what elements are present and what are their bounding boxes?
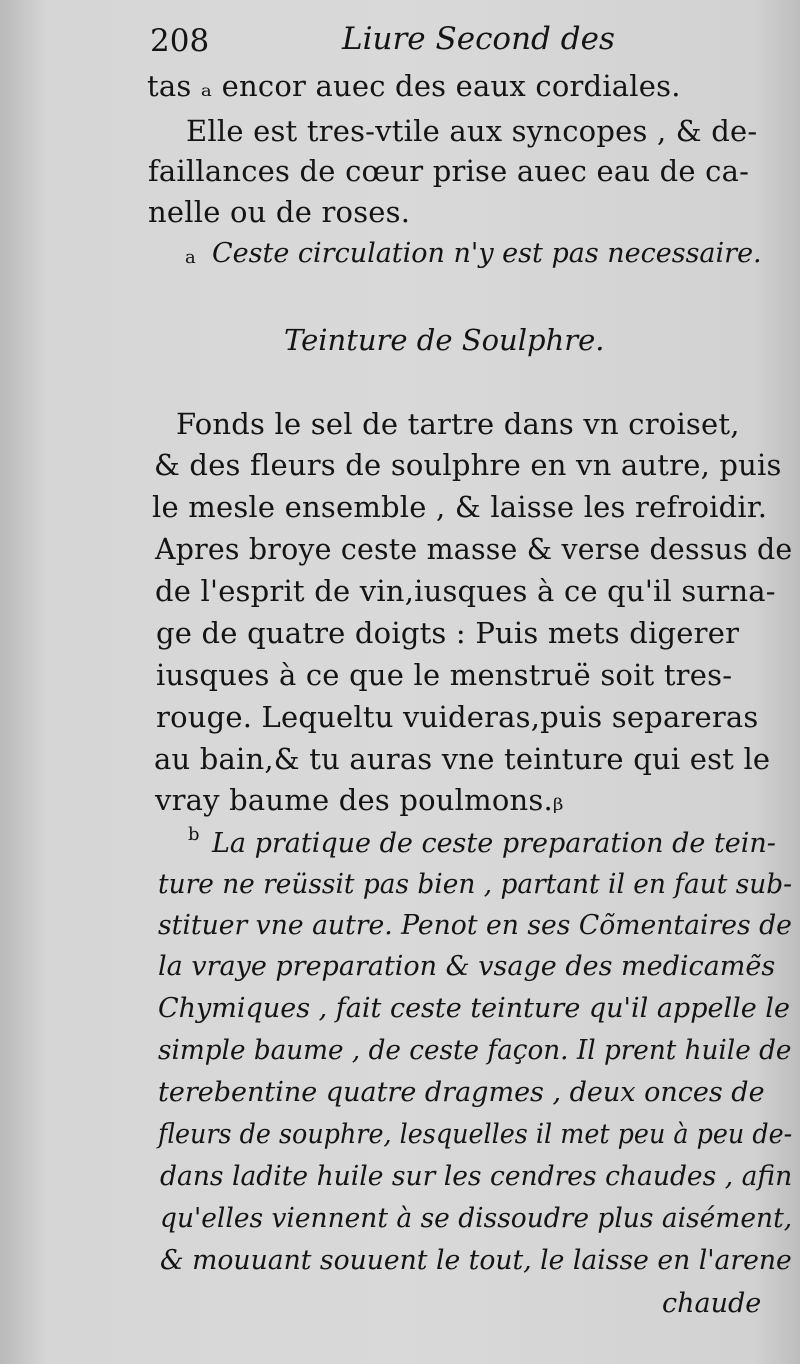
note-line: dans ladite huile sur les cendres chaudes , afin: [160, 1161, 793, 1192]
text-line: vray baume des poulmons.ᵦ: [155, 783, 564, 817]
text-line: de l'esprit de vin,iusques à ce qu'il surna-: [155, 574, 776, 608]
text-line: au bain,& tu auras vne teinture qui est le: [154, 742, 771, 776]
note-text: Ceste circulation n'y est pas necessaire.: [212, 238, 762, 269]
note-line: Chymiques , fait ceste teinture qu'il appelle le: [158, 993, 790, 1024]
text-line: nelle ou de roses.: [148, 195, 411, 229]
catchword: chaude: [662, 1288, 762, 1319]
text-line: Apres broye ceste masse & verse dessus de: [155, 532, 793, 566]
note-line: La pratique de ceste preparation de tein-: [212, 828, 776, 859]
text-line: ge de quatre doigts : Puis mets digerer: [156, 616, 740, 650]
note-line: la vraye preparation & vsage des medicamẽs: [158, 951, 776, 982]
page-number: 208: [150, 23, 210, 59]
note-line: simple baume , de ceste façon. Il prent huile de: [158, 1035, 792, 1066]
note-line: terebentine quatre dragmes , deux onces de: [158, 1077, 765, 1108]
text-line: faillances de cœur prise auec eau de ca-: [148, 154, 750, 188]
text-line: & des fleurs de soulphre en vn autre, puis: [154, 448, 782, 482]
note-marker: a: [185, 247, 196, 268]
note-line: ture ne reüssit pas bien , partant il en faut sub-: [158, 869, 793, 900]
section-title: Teinture de Soulphre.: [284, 323, 605, 357]
text-line: Fonds le sel de tartre dans vn croiset,: [176, 407, 740, 441]
note-line: fleurs de souphre, lesquelles il met peu à peu de-: [158, 1119, 793, 1150]
text-line: tas ₐ encor auec des eaux cordiales.: [147, 69, 681, 103]
text-line: rouge. Lequeltu vuideras,puis separeras: [156, 700, 759, 734]
text-line: Elle est tres-vtile aux syncopes , & de-: [186, 114, 758, 148]
note-marker: b: [188, 824, 200, 845]
note-line: stituer vne autre. Penot en ses Cõmentaires de: [158, 910, 792, 941]
text-line: iusques à ce que le menstruë soit tres-: [156, 658, 733, 692]
running-title: Liure Second des: [342, 21, 615, 57]
text-line: le mesle ensemble , & laisse les refroidir.: [152, 490, 768, 524]
note-line: & mouuant souuent le tout, le laisse en l'arene: [160, 1245, 792, 1276]
note-line: qu'elles viennent à se dissoudre plus aisément,: [160, 1203, 793, 1234]
